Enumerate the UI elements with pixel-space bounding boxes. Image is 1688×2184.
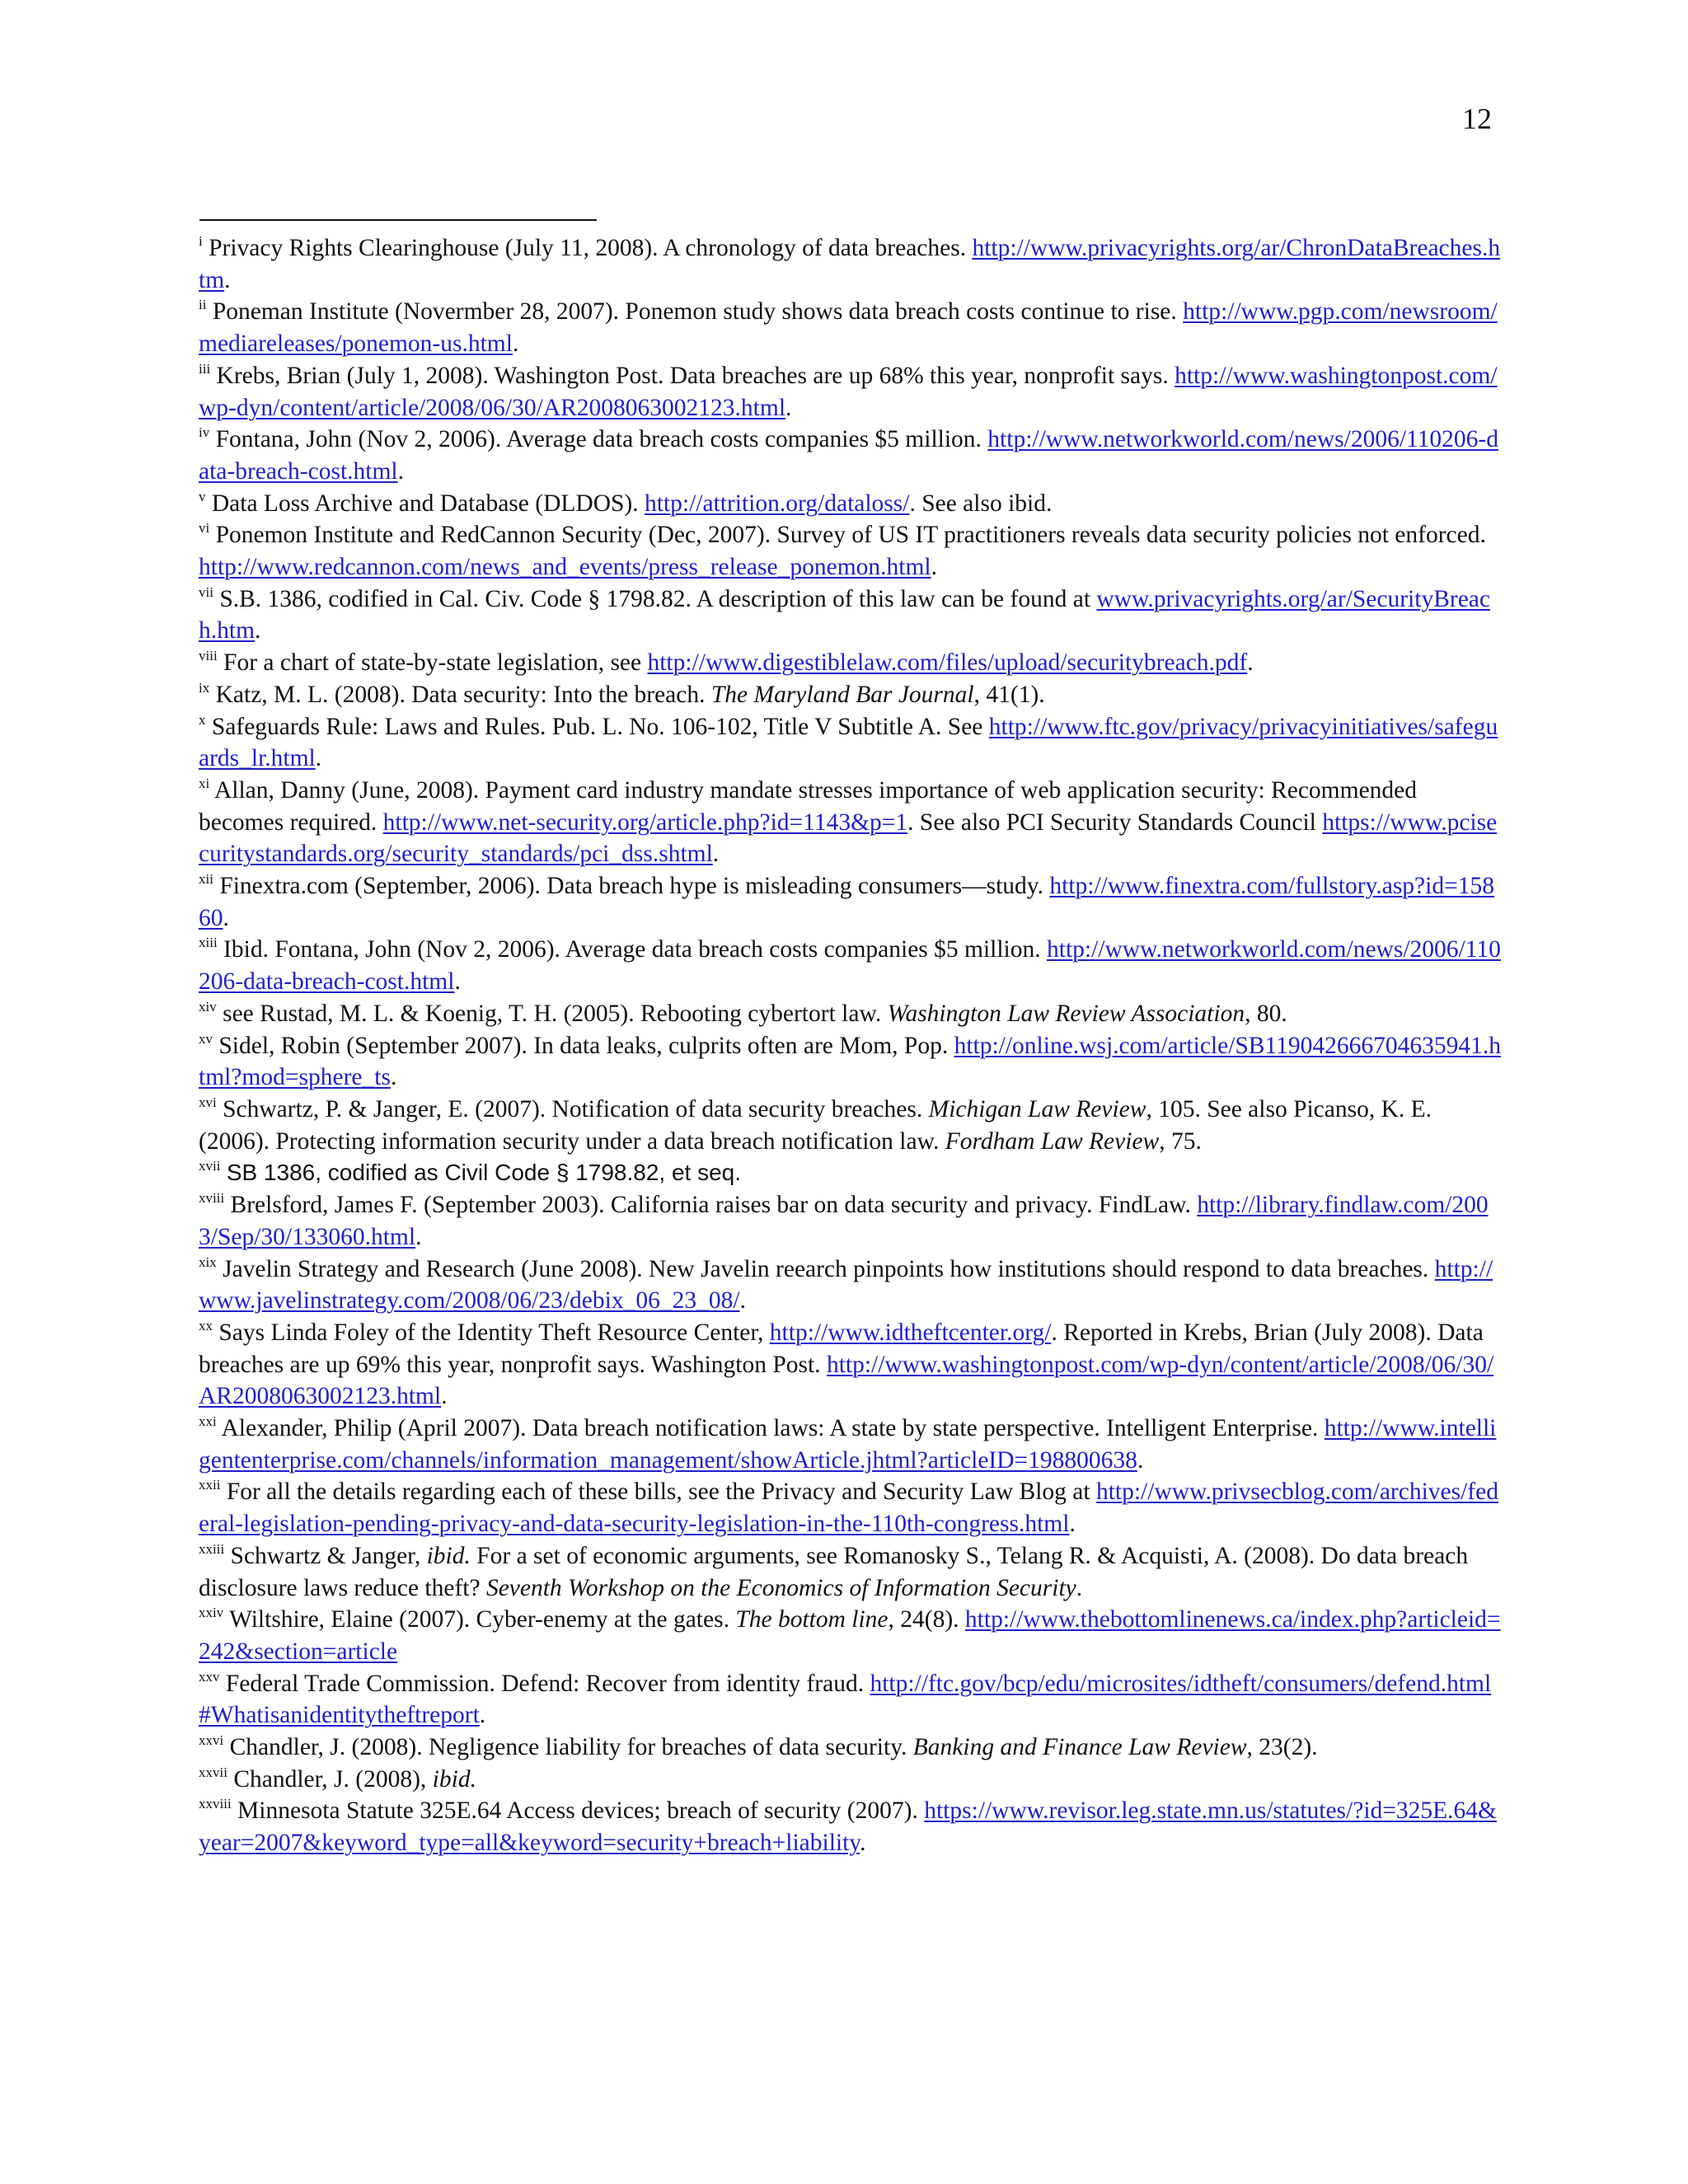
footnote-text: Safeguards Rule: Laws and Rules. Pub. L. No. 106-102, Title V Subtitle A. See (211, 713, 989, 740)
footnote-text: Wiltshire, Elaine (2007). Cyber-enemy at the gates. (229, 1606, 736, 1633)
footnote-text: For a set of economic arguments, see Romanosky S., Telang R. & Acquisti, A. (2008). Do data breach disclosure laws reduce theft? (199, 1542, 1475, 1601)
footnote-text: . (223, 904, 229, 931)
footnotes-list (199, 232, 1501, 1859)
footnote-text: . (785, 394, 792, 421)
footnote-italic-title: Banking and Finance Law Review (912, 1734, 1247, 1761)
footnote (199, 647, 1501, 679)
footnote-text: For all the details regarding each of these bills, see the Privacy and Security Law Blog at (226, 1479, 1096, 1506)
footnote-text: . (255, 617, 261, 644)
footnote-text: Schwartz & Janger, (230, 1542, 427, 1569)
footnote-marker: xvi (199, 1094, 217, 1110)
footnote-italic-title: Fordham Law Review (945, 1127, 1160, 1155)
footnote-text: . (315, 745, 322, 772)
footnote (199, 488, 1501, 520)
footnote-text: Data Loss Archive and Database (DLDOS). (211, 490, 645, 517)
footnote-link[interactable]: http://www.intelligententerprise.com/channels/information_management/showArticle.jhtml?articleID=198800638 (199, 1415, 1497, 1474)
footnote-italic-title: Michigan Law Review (928, 1095, 1146, 1122)
footnote-link[interactable]: http://www.privacyrights.org/ar/ChronDataBreaches.htm (199, 235, 1501, 293)
footnote (199, 1540, 1501, 1604)
footnote-marker: xx (199, 1317, 213, 1333)
footnote-text: Javelin Strategy and Research (June 2008). New Javelin reearch pinpoints how institutions should respond to data breaches. (223, 1255, 1435, 1282)
footnote-text: . (712, 841, 720, 868)
footnote-text: Minnesota Statute 325E.64 Access devices; breach of security (2007). (237, 1797, 925, 1825)
footnote-link[interactable]: http://www.net-security.org/article.php?id=1143&p=1 (382, 808, 908, 836)
footnote-marker: xxii (199, 1477, 221, 1493)
footnote (199, 296, 1501, 359)
footnote-text: . See also ibid. (909, 490, 1053, 517)
footnote (199, 1476, 1501, 1540)
footnote-marker: xiv (199, 998, 217, 1015)
footnote-text: Sidel, Robin (September 2007). In data leaks, culprits often are Mom, Pop. (218, 1032, 954, 1059)
footnote-link[interactable]: http://library.findlaw.com/2003/Sep/30/133060.html (199, 1192, 1489, 1250)
footnote-text: . (860, 1830, 866, 1857)
footnote-link[interactable]: http://www.networkworld.com/news/2006/110206-data-breach-cost.html (199, 936, 1501, 996)
footnote-link[interactable]: http://www.networkworld.com/news/2006/110206-data-breach-cost.html (199, 426, 1498, 485)
footnote-link[interactable]: http://attrition.org/dataloss/ (644, 490, 910, 517)
footnote (199, 1254, 1501, 1317)
footnote-marker: i (199, 233, 203, 249)
footnote-text: Ibid. Fontana, John (Nov 2, 2006). Average data breach costs companies $5 million. (223, 936, 1047, 963)
footnote-italic-title: Washington Law Review Association (887, 1000, 1245, 1027)
footnote-link[interactable]: http://www.redcannon.com/news_and_events/press_release_ponemon.html (199, 554, 931, 581)
footnote-marker: ii (199, 297, 207, 313)
footnote (199, 232, 1501, 296)
footnote-marker: ix (199, 679, 210, 696)
footnote (199, 934, 1501, 997)
footnote-link[interactable]: https://www.revisor.leg.state.mn.us/statutes/?id=325E.64&year=2007&keyword_type=all&keyword=security+breach+liability (199, 1797, 1497, 1857)
footnote-text: Says Linda Foley of the Identity Theft Resource Center, (218, 1319, 770, 1346)
footnote-marker: xxiii (199, 1540, 225, 1557)
footnote-italic-title: ibid. (426, 1542, 471, 1569)
footnote-text: Schwartz, P. & Janger, E. (2007). Notification of data security breaches. (223, 1095, 929, 1122)
footnote (199, 1189, 1501, 1253)
footnote-italic-title: The Maryland Bar Journal (710, 681, 974, 708)
footnote-marker: xiii (199, 935, 218, 951)
footnote-marker: iv (199, 424, 210, 441)
footnote (199, 1668, 1501, 1732)
footnote-marker: xxviii (199, 1796, 232, 1812)
footnote-text: , 105. See also Picanso, K. E. (2006). Protecting information security under a data breach notification law. (199, 1095, 1438, 1155)
footnote-link[interactable]: http://www.washingtonpost.com/wp-dyn/content/article/2008/06/30/AR2008063002123.html (199, 362, 1498, 421)
footnote-text: . (1069, 1511, 1076, 1538)
footnote-marker: vi (199, 520, 210, 537)
footnote (199, 1094, 1501, 1157)
footnote-text: , 75. (1159, 1127, 1202, 1155)
footnote (199, 360, 1501, 424)
footnote-text: SB 1386, codified as Civil Code § 1798.82, et seq. (226, 1160, 742, 1186)
footnote-separator-rule (199, 219, 597, 221)
footnote (199, 679, 1501, 711)
footnote-marker: viii (199, 648, 218, 664)
footnote-marker: xvii (199, 1158, 221, 1174)
footnote-marker: xv (199, 1030, 213, 1047)
footnote-italic-title: The bottom line (735, 1606, 889, 1633)
footnote-text: Ponemon Institute and RedCannon Security (Dec, 2007). Survey of US IT practitioners reveals data security policies not enforced. (215, 522, 1493, 549)
footnote-text: . (931, 554, 937, 581)
footnote-text: , 80. (1245, 1000, 1287, 1027)
footnote-text: Poneman Institute (Novermber 28, 2007). Ponemon study shows data breach costs continue to rise. (212, 298, 1184, 326)
footnote-text: S.B. 1386, codified in Cal. Civ. Code § 1798.82. A description of this law can be found at (219, 585, 1097, 612)
footnote (199, 775, 1501, 870)
footnote (199, 1764, 1501, 1796)
footnote (199, 1732, 1501, 1764)
footnote (199, 1604, 1501, 1667)
footnote-link[interactable]: http://www.ftc.gov/privacy/privacyinitiatives/safeguards_lr.html (199, 713, 1498, 772)
footnote-link[interactable]: www.privacyrights.org/ar/SecurityBreach.htm (199, 585, 1490, 644)
footnote-marker: iii (199, 360, 211, 377)
footnote (199, 711, 1501, 775)
footnote-marker: xxvii (199, 1764, 227, 1780)
footnote-link[interactable]: http://online.wsj.com/article/SB119042666704635941.html?mod=sphere_ts (199, 1032, 1502, 1091)
footnote-marker: xxvi (199, 1732, 224, 1749)
footnote-marker: x (199, 711, 206, 728)
page-number: 12 (1462, 102, 1492, 135)
footnote-text: . See also PCI Security Standards Council (907, 808, 1323, 836)
footnote (199, 583, 1501, 647)
footnote-text: Brelsford, James F. (September 2003). California raises bar on data security and privacy. FindLaw. (230, 1192, 1198, 1219)
footnote-text: Fontana, John (Nov 2, 2006). Average data breach costs companies $5 million. (215, 426, 988, 453)
footnote-text: Finextra.com (September, 2006). Data breach hype is misleading consumers—study. (219, 873, 1050, 900)
footnote-text: . (1247, 649, 1254, 677)
footnote-marker: xix (199, 1254, 217, 1270)
footnote-marker: vii (199, 583, 213, 600)
footnote-link[interactable]: https://www.pcisecuritystandards.org/security_standards/pci_dss.shtml (199, 808, 1498, 868)
footnote (199, 1030, 1501, 1094)
footnote-marker: xviii (199, 1190, 225, 1207)
footnote-marker: xii (199, 871, 213, 888)
footnote-text: Privacy Rights Clearinghouse (July 11, 2008). A chronology of data breaches. (209, 235, 973, 261)
footnote-marker: xxi (199, 1413, 217, 1430)
footnote-link[interactable]: http://www.javelinstrategy.com/2008/06/23/debix_06_23_08/ (199, 1255, 1493, 1315)
footnote-text: , 23(2). (1246, 1734, 1318, 1761)
footnote-italic-title: ibid. (432, 1765, 476, 1793)
footnote (199, 1795, 1501, 1858)
footnote-text: . (441, 1383, 448, 1410)
footnote-text: , 41(1). (973, 681, 1045, 708)
footnote (199, 424, 1501, 487)
footnote (199, 870, 1501, 934)
footnote-text: Katz, M. L. (2008). Data security: Into the breach. (215, 681, 711, 708)
footnote-text: Chandler, J. (2008), (233, 1765, 433, 1793)
footnote-text: Chandler, J. (2008). Negligence liability for breaches of data security. (229, 1734, 913, 1761)
footnote-text: Federal Trade Commission. Defend: Recover from identity fraud. (225, 1670, 870, 1697)
footnote-text: , 24(8). (888, 1606, 965, 1633)
footnote (199, 519, 1501, 583)
footnote-text: see Rustad, M. L. & Koenig, T. H. (2005). Rebooting cybertort law. (223, 1000, 888, 1027)
footnote-text: . Reported in Krebs, Brian (July 2008). Data breaches are up 69% this year, nonprofit says. Washington Post. (199, 1319, 1490, 1378)
footnote-link[interactable]: http://ftc.gov/bcp/edu/microsites/idtheft/consumers/defend.html#Whatisanidentitytheftreport (199, 1670, 1492, 1729)
footnote-link[interactable]: http://www.finextra.com/fullstory.asp?id=15860 (199, 873, 1494, 931)
footnote-text: . (454, 968, 461, 996)
footnote-link[interactable]: http://www.washingtonpost.com/wp-dyn/content/article/2008/06/30/AR2008063002123.html (199, 1351, 1494, 1410)
footnote-text: . (224, 266, 231, 293)
footnote-link[interactable]: http://www.idtheftcenter.org/ (769, 1319, 1052, 1346)
footnote-link[interactable]: http://www.thebottomlinenews.ca/index.php?articleid=242&section=article (199, 1606, 1501, 1665)
footnote-text: . (397, 457, 404, 485)
footnote-text: Alexander, Philip (April 2007). Data breach notification laws: A state by state perspective. Intelligent Enterprise. (221, 1415, 1325, 1442)
footnote-text: Allan, Danny (June, 2008). Payment card industry mandate stresses importance of web application security: Recommended becomes required. (199, 776, 1423, 836)
footnote-marker: xxiv (199, 1605, 224, 1621)
footnote-marker: v (199, 488, 206, 504)
footnote-link[interactable]: http://www.pgp.com/newsroom/mediareleases/ponemon-us.html (199, 298, 1498, 358)
footnote (199, 1413, 1501, 1476)
footnote-text: . (415, 1223, 422, 1250)
footnote-text: For a chart of state-by-state legislation, see (223, 649, 648, 677)
footnote-text: . (390, 1064, 397, 1091)
footnote-text: . (1137, 1446, 1144, 1474)
footnote-text: . (479, 1702, 486, 1729)
footnote-marker: xxv (199, 1668, 220, 1685)
footnote (199, 998, 1501, 1030)
footnote (199, 1317, 1501, 1413)
footnote-text: . (739, 1287, 746, 1315)
footnote-text: . (512, 330, 519, 358)
footnote (199, 1157, 1501, 1189)
footnote-text: Krebs, Brian (July 1, 2008). Washington Post. Data breaches are up 68% this year, nonprofit says. (216, 362, 1175, 389)
footnote-text: . (1076, 1574, 1083, 1601)
footnote-italic-title: Seventh Workshop on the Economics of Information Security (485, 1574, 1076, 1601)
footnote-link[interactable]: http://www.privsecblog.com/archives/federal-legislation-pending-privacy-and-data-security-legislation-in-the-110th-congress.html (199, 1479, 1498, 1538)
footnote-marker: xi (199, 775, 210, 791)
footnote-link[interactable]: http://www.digestiblelaw.com/files/upload/securitybreach.pdf (647, 649, 1248, 677)
